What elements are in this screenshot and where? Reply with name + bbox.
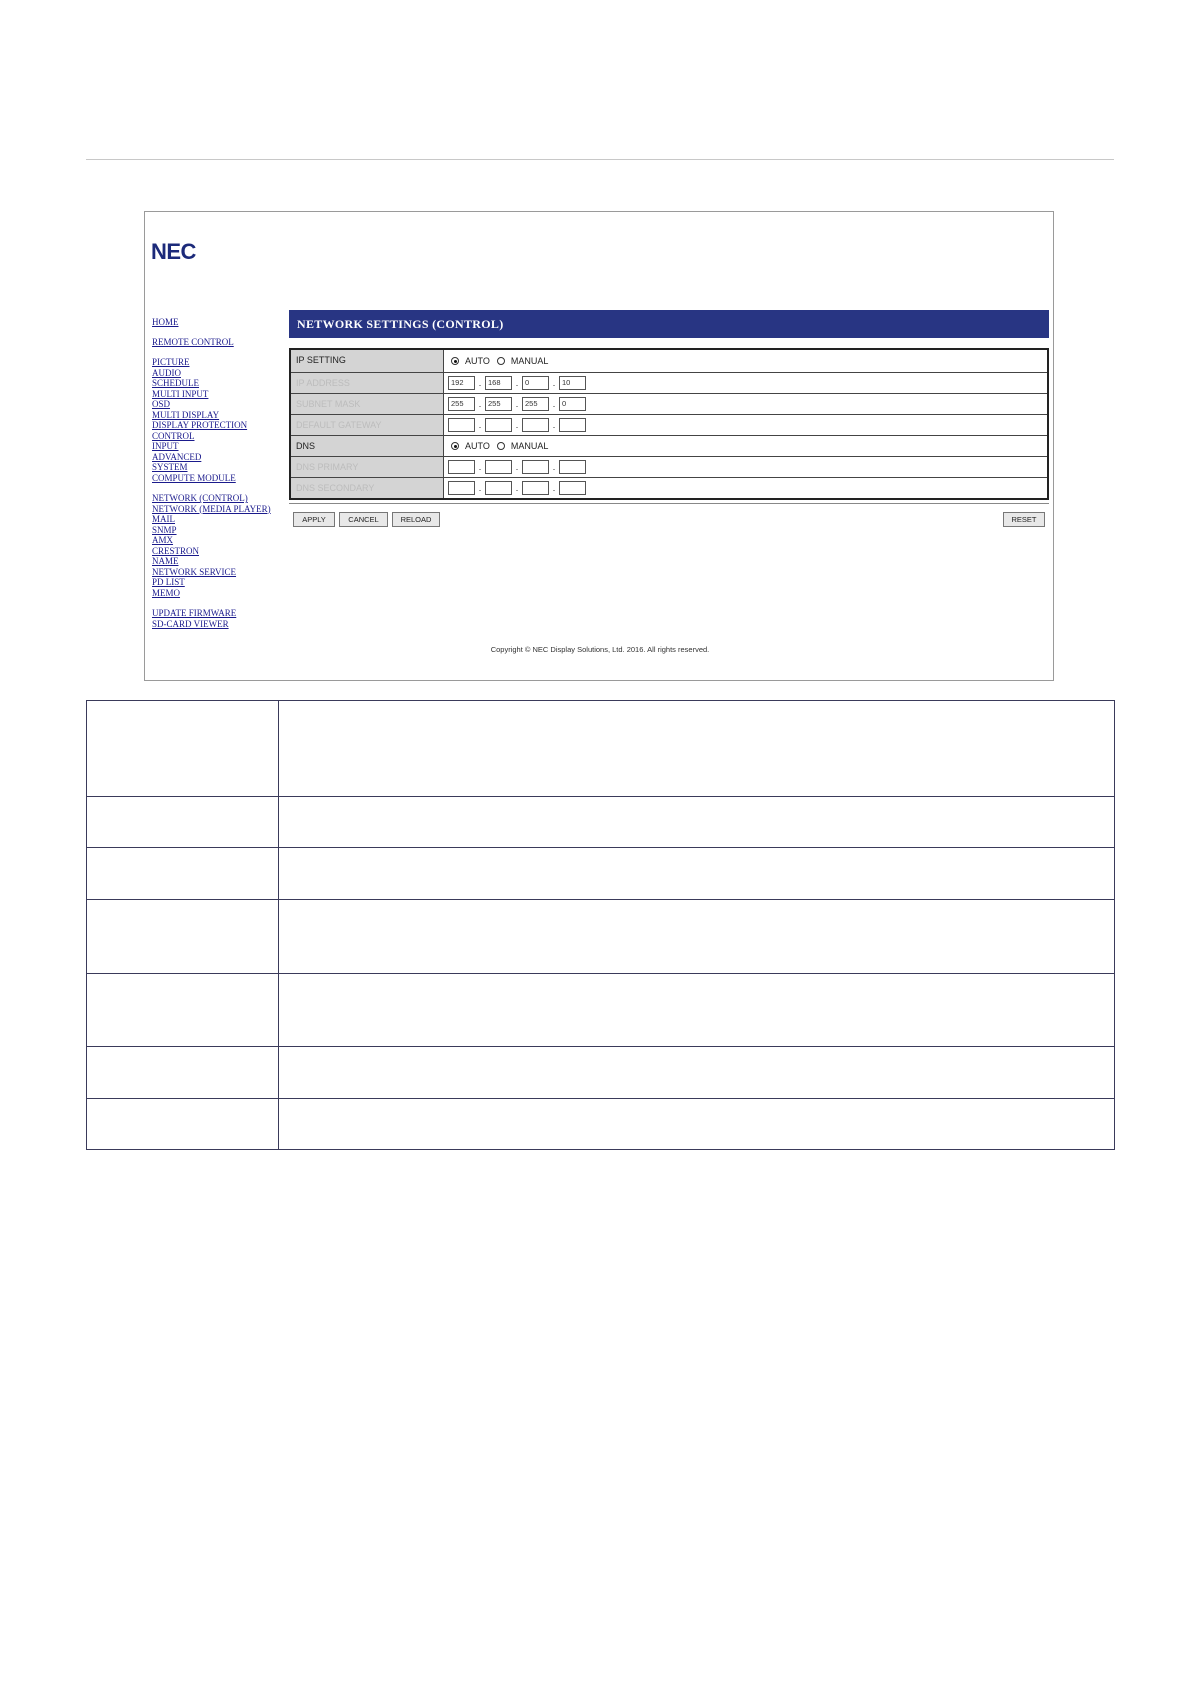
nav-link-schedule[interactable]: SCHEDULE <box>152 378 199 388</box>
ip-setting-manual-label: MANUAL <box>510 356 549 366</box>
default-gateway-fields <box>444 415 1047 435</box>
dns-secondary-octet-1[interactable] <box>448 481 475 495</box>
subnet-mask-octet-2[interactable]: 255 <box>485 397 512 411</box>
network-settings-table <box>289 348 1049 500</box>
default-gateway-octet-2[interactable] <box>485 418 512 432</box>
nav-link-pd-list[interactable]: PD LIST <box>152 577 185 587</box>
ip-setting-row <box>291 350 1047 372</box>
table-row <box>87 701 1115 797</box>
nav-link-compute-module[interactable]: COMPUTE MODULE <box>152 472 236 483</box>
octet-separator: . <box>478 462 482 472</box>
nav-link-control[interactable]: CONTROL <box>152 430 195 441</box>
settings-panel <box>289 310 1049 534</box>
table-row <box>87 1047 1115 1099</box>
table-row <box>87 848 1115 900</box>
dns-options <box>444 436 1047 456</box>
subnet-mask-octet-3[interactable]: 255 <box>522 397 549 411</box>
ip-address-octet-1[interactable]: 192 <box>448 376 475 390</box>
nav-link-snmp[interactable]: SNMP <box>152 524 177 535</box>
ip-address-row <box>291 372 1047 393</box>
dns-secondary-label: DNS SECONDARY <box>291 478 444 498</box>
ip-address-label: IP ADDRESS <box>291 373 444 393</box>
default-gateway-octet-1[interactable] <box>448 418 475 432</box>
dns-label: DNS <box>291 436 444 456</box>
nav-link-sd-card-viewer[interactable]: SD-CARD VIEWER <box>152 618 229 629</box>
ip-setting-label: IP SETTING <box>291 350 444 372</box>
subnet-mask-row <box>291 393 1047 414</box>
svg-text:NEC: NEC <box>151 239 196 264</box>
octet-separator: . <box>515 483 519 493</box>
dns-manual-label: MANUAL <box>510 441 549 451</box>
table-cell <box>87 1047 279 1099</box>
dns-secondary-octet-2[interactable] <box>485 481 512 495</box>
octet-separator: . <box>515 378 519 388</box>
table-cell <box>279 900 1115 974</box>
copyright-notice: Copyright © NEC Display Solutions, Ltd. 2016. All rights reserved. <box>490 645 710 654</box>
apply-button[interactable]: APPLY <box>293 512 335 527</box>
table-row <box>87 974 1115 1047</box>
nav-link-remote-control[interactable]: REMOTE CONTROL <box>152 336 234 347</box>
dns-primary-fields <box>444 457 1047 477</box>
table-row <box>87 797 1115 848</box>
nav-link-network-service[interactable]: NETWORK SERVICE <box>152 566 237 577</box>
table-cell <box>279 848 1115 900</box>
default-gateway-octet-3[interactable] <box>522 418 549 432</box>
octet-separator: . <box>478 420 482 430</box>
nav-link-network-media-player[interactable]: NETWORK (MEDIA PLAYER) <box>152 503 271 514</box>
octet-separator: . <box>552 462 556 472</box>
nav-link-advanced[interactable]: ADVANCED <box>152 451 202 462</box>
octet-separator: . <box>552 399 556 409</box>
cancel-button[interactable]: CANCEL <box>339 512 388 527</box>
table-cell <box>279 1099 1115 1150</box>
nav-link-mail[interactable]: MAIL <box>152 514 175 524</box>
ip-setting-auto-radio[interactable] <box>451 357 459 365</box>
table-cell <box>87 701 279 797</box>
table-cell <box>279 974 1115 1047</box>
dns-auto-radio[interactable] <box>451 442 459 450</box>
dns-secondary-row <box>291 477 1047 498</box>
table-cell <box>87 848 279 900</box>
table-row <box>87 900 1115 974</box>
nav-link-display-protection[interactable]: DISPLAY PROTECTION <box>152 420 248 430</box>
nav-link-amx[interactable]: AMX <box>152 535 174 545</box>
octet-separator: . <box>515 462 519 472</box>
description-table <box>86 700 1115 1150</box>
ip-address-fields <box>444 373 1047 393</box>
dns-primary-label: DNS PRIMARY <box>291 457 444 477</box>
nav-link-multi-input[interactable]: MULTI INPUT <box>152 388 209 399</box>
nav-link-crestron[interactable]: CRESTRON <box>152 545 200 556</box>
page-title: NETWORK SETTINGS (CONTROL) <box>289 310 1049 338</box>
ip-address-octet-3[interactable]: 0 <box>522 376 549 390</box>
dns-secondary-octet-4[interactable] <box>559 481 586 495</box>
reload-button[interactable]: RELOAD <box>392 512 440 527</box>
page-divider <box>86 159 1114 160</box>
reset-button[interactable]: RESET <box>1003 512 1045 527</box>
nav-link-audio[interactable]: AUDIO <box>152 367 181 378</box>
octet-separator: . <box>515 399 519 409</box>
nav-link-multi-display[interactable]: MULTI DISPLAY <box>152 409 220 420</box>
dns-primary-octet-1[interactable] <box>448 460 475 474</box>
table-cell <box>279 701 1115 797</box>
default-gateway-label: DEFAULT GATEWAY <box>291 415 444 435</box>
nec-logo <box>151 238 217 264</box>
subnet-mask-label: SUBNET MASK <box>291 394 444 414</box>
nav-link-name[interactable]: NAME <box>152 556 179 566</box>
dns-auto-label: AUTO <box>465 441 490 451</box>
table-cell <box>279 797 1115 848</box>
ip-address-octet-4[interactable]: 10 <box>559 376 586 390</box>
table-cell <box>87 797 279 848</box>
default-gateway-row <box>291 414 1047 435</box>
ip-setting-auto-label: AUTO <box>465 356 490 366</box>
dns-secondary-octet-3[interactable] <box>522 481 549 495</box>
octet-separator: . <box>515 420 519 430</box>
table-cell <box>87 900 279 974</box>
table-cell <box>87 1099 279 1150</box>
nav-link-update-firmware[interactable]: UPDATE FIRMWARE <box>152 608 237 618</box>
ip-address-octet-2[interactable]: 168 <box>485 376 512 390</box>
dns-secondary-fields <box>444 478 1047 498</box>
octet-separator: . <box>478 399 482 409</box>
dns-primary-octet-3[interactable] <box>522 460 549 474</box>
octet-separator: . <box>552 483 556 493</box>
nav-link-input[interactable]: INPUT <box>152 441 179 451</box>
nav-link-home[interactable]: HOME <box>152 317 179 327</box>
subnet-mask-fields <box>444 394 1047 414</box>
subnet-mask-octet-4[interactable]: 0 <box>559 397 586 411</box>
octet-separator: . <box>478 483 482 493</box>
web-ui-screenshot <box>144 211 1054 681</box>
dns-row <box>291 435 1047 456</box>
sidebar-nav <box>152 317 277 629</box>
dns-primary-row <box>291 456 1047 477</box>
default-gateway-octet-4[interactable] <box>559 418 586 432</box>
octet-separator: . <box>478 378 482 388</box>
octet-separator: . <box>552 378 556 388</box>
nav-link-memo[interactable]: MEMO <box>152 587 181 598</box>
dns-manual-radio[interactable] <box>497 442 505 450</box>
ip-setting-manual-radio[interactable] <box>497 357 505 365</box>
nav-link-network-control[interactable]: NETWORK (CONTROL) <box>152 493 248 503</box>
table-cell <box>87 974 279 1047</box>
nav-link-picture[interactable]: PICTURE <box>152 357 190 367</box>
dns-primary-octet-2[interactable] <box>485 460 512 474</box>
action-buttons <box>289 503 1049 534</box>
dns-primary-octet-4[interactable] <box>559 460 586 474</box>
nav-link-osd[interactable]: OSD <box>152 399 171 409</box>
subnet-mask-octet-1[interactable]: 255 <box>448 397 475 411</box>
nav-link-system[interactable]: SYSTEM <box>152 462 188 472</box>
table-row <box>87 1099 1115 1150</box>
ip-setting-options <box>444 350 1047 372</box>
octet-separator: . <box>552 420 556 430</box>
table-cell <box>279 1047 1115 1099</box>
